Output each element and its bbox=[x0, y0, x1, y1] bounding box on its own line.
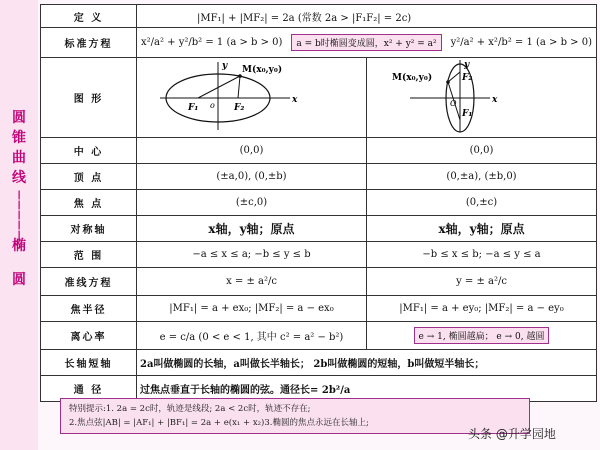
focal-radius-right: |MF₁| = a + ey₀; |MF₂| = a − ey₀ bbox=[367, 296, 597, 322]
row-label: 中 心 bbox=[41, 138, 137, 164]
focus-right: (0,±c) bbox=[367, 190, 597, 216]
label-f2: F₂ bbox=[461, 73, 472, 83]
table-row bbox=[41, 322, 597, 350]
row-label: 顶 点 bbox=[41, 164, 137, 190]
range-left: −a ≤ x ≤ a; −b ≤ y ≤ b bbox=[137, 242, 367, 268]
center-right: (0,0) bbox=[367, 138, 597, 164]
focal-radius-2 bbox=[238, 76, 240, 98]
row-label: 对称轴 bbox=[41, 216, 137, 242]
label-o: O bbox=[449, 99, 457, 108]
watermark: 头条 @升学园地 bbox=[468, 427, 556, 441]
latus-rectum-description: 过焦点垂直于长轴的椭圆的弦。通径长= 2b²/a bbox=[137, 376, 597, 402]
ellipse-table-wrapper bbox=[40, 4, 596, 402]
note-line-1: 特别提示:1. 2a = 2c时，轨迹是线段; 2a < 2c时，轨迹不存在; bbox=[69, 404, 311, 414]
sidebar-divider: ————— bbox=[13, 190, 25, 240]
label-y: y bbox=[463, 60, 469, 70]
sidebar-char: 曲 bbox=[12, 150, 26, 166]
label-m: M(x₀,y₀) bbox=[391, 73, 432, 83]
figure-horizontal bbox=[137, 58, 367, 138]
sidebar bbox=[0, 0, 38, 450]
standard-equation-cell bbox=[137, 28, 597, 58]
circle-note: a = b时椭圆变成圆，x² + y² = a² bbox=[291, 34, 441, 51]
equation-vertical: y²/a² + x²/b² = 1 (a > b > 0) bbox=[450, 37, 593, 48]
row-label: 图 形 bbox=[41, 58, 137, 138]
note-line-2: 2.焦点弦|AB| = |AF₁| + |BF₁| = 2a + e(x₁ + x₂)3.椭圆的焦点永远在长轴上; bbox=[69, 418, 369, 428]
label-f1: F₁ bbox=[461, 109, 472, 119]
horizontal-ellipse-figure bbox=[140, 58, 364, 134]
equation-horizontal: x²/a² + y²/b² = 1 (a > b > 0) bbox=[141, 37, 283, 48]
point-m bbox=[446, 80, 450, 84]
label-x: x bbox=[291, 95, 297, 105]
row-label: 定 义 bbox=[41, 5, 137, 28]
axes-description: 2a叫做椭圆的长轴，a叫做长半轴长； 2b叫做椭圆的短轴，b叫做短半轴长； bbox=[137, 350, 597, 376]
sidebar-char: 线 bbox=[12, 170, 26, 186]
label-f2: F₂ bbox=[233, 103, 244, 113]
table-row bbox=[41, 350, 597, 376]
row-label: 离心率 bbox=[41, 322, 137, 350]
range-right: −b ≤ x ≤ b; −a ≤ y ≤ a bbox=[367, 242, 597, 268]
row-label: 焦半径 bbox=[41, 296, 137, 322]
label-x: x bbox=[491, 95, 497, 105]
label-f1: F₁ bbox=[187, 103, 198, 113]
row-label: 长轴短轴 bbox=[41, 350, 137, 376]
table-row bbox=[41, 58, 597, 138]
vertex-right: (0,±a), (±b,0) bbox=[367, 164, 597, 190]
focal-radius-left: |MF₁| = a + ex₀; |MF₂| = a − ex₀ bbox=[137, 296, 367, 322]
vertical-ellipse-figure bbox=[370, 58, 594, 134]
table-row bbox=[41, 5, 597, 28]
center-left: (0,0) bbox=[137, 138, 367, 164]
label-m: M(x₀,y₀) bbox=[241, 65, 282, 75]
eccentricity-left: e = c/a (0 < e < 1, 其中 c² = a² − b²) bbox=[137, 322, 367, 350]
sidebar-title bbox=[7, 108, 31, 290]
sidebar-char: 锥 bbox=[12, 130, 26, 146]
special-note-box bbox=[60, 398, 530, 434]
eccentricity-note: e → 1, 椭圆越扁； e → 0, 越圆 bbox=[414, 327, 550, 344]
row-label: 范 围 bbox=[41, 242, 137, 268]
table-row bbox=[41, 164, 597, 190]
sidebar-char: 圆 bbox=[12, 272, 26, 288]
definition-cell: |MF₁| + |MF₂| = 2a (常数 2a > |F₁F₂| = 2c) bbox=[137, 5, 597, 28]
ellipse-table bbox=[40, 4, 597, 402]
table-row bbox=[41, 268, 597, 296]
axis-right: x轴，y轴；原点 bbox=[367, 216, 597, 242]
axis-left: x轴，y轴；原点 bbox=[137, 216, 367, 242]
focus-left: (±c,0) bbox=[137, 190, 367, 216]
row-label: 通 径 bbox=[41, 376, 137, 402]
sidebar-char: 椭 bbox=[12, 238, 26, 254]
focal-radius-1 bbox=[198, 76, 240, 98]
row-label: 焦 点 bbox=[41, 190, 137, 216]
table-row bbox=[41, 216, 597, 242]
table-row bbox=[41, 242, 597, 268]
label-o: o bbox=[209, 101, 215, 110]
vertex-left: (±a,0), (0,±b) bbox=[137, 164, 367, 190]
table-row bbox=[41, 138, 597, 164]
table-row bbox=[41, 296, 597, 322]
table-row bbox=[41, 28, 597, 58]
table-row bbox=[41, 190, 597, 216]
label-y: y bbox=[221, 61, 227, 71]
directrix-left: x = ± a²/c bbox=[137, 268, 367, 296]
row-label: 标准方程 bbox=[41, 28, 137, 58]
sidebar-char: 圆 bbox=[12, 110, 26, 126]
eccentricity-right bbox=[367, 322, 597, 350]
figure-vertical bbox=[367, 58, 597, 138]
directrix-right: y = ± a²/c bbox=[367, 268, 597, 296]
row-label: 准线方程 bbox=[41, 268, 137, 296]
